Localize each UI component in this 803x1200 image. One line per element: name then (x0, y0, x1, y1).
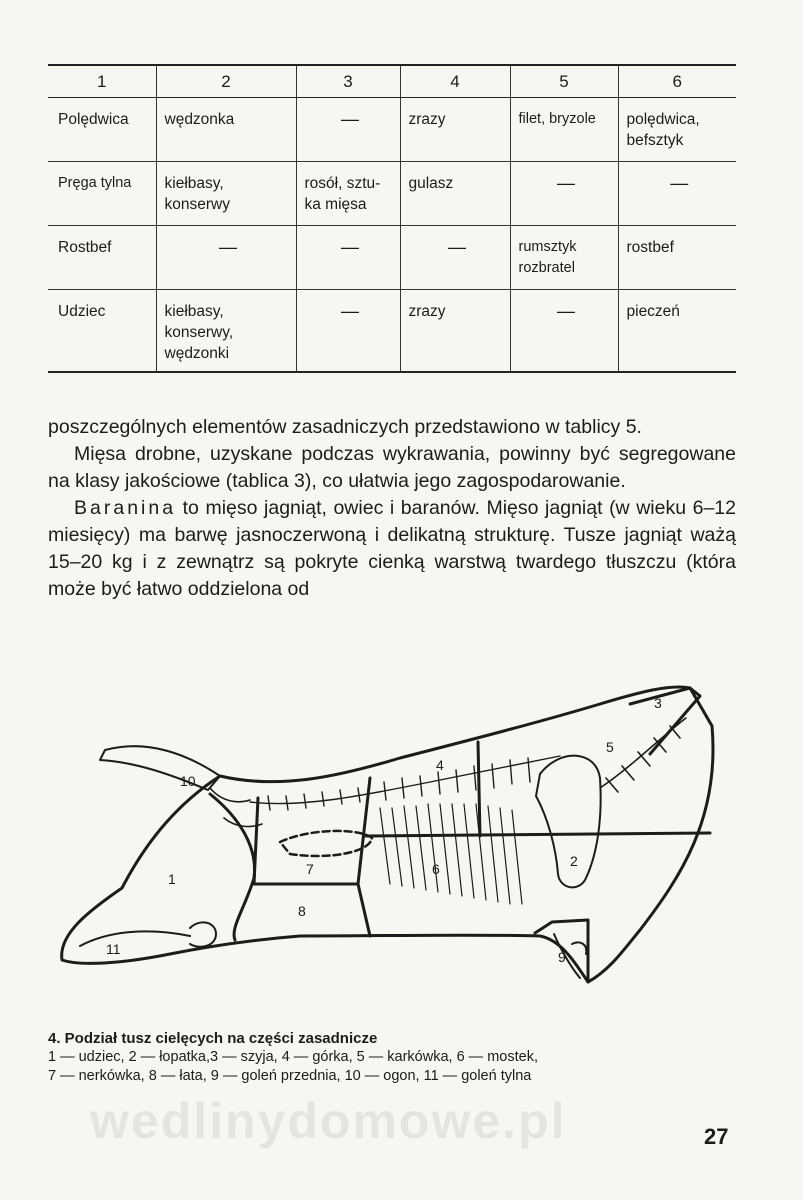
caption-line: 1 — udziec, 2 — łopatka,3 — szyja, 4 — górka, 5 — karkówka, 6 — mostek, (48, 1049, 538, 1065)
veal-carcass-diagram (40, 678, 740, 1023)
neck-vertebrae (600, 718, 686, 792)
table-row (48, 98, 736, 162)
page-number: 27 (704, 1124, 729, 1149)
table-row (48, 162, 736, 226)
table-cell: polędwica, befsztyk (618, 98, 736, 162)
paragraph: poszczególnych elementów zasadniczych przedstawiono w tablicy 5. (48, 416, 642, 438)
diagram-label: 8 (298, 903, 306, 919)
diagram-label: 10 (180, 773, 196, 789)
diagram-labels (106, 695, 662, 965)
term-baranina: Baranina (74, 497, 177, 519)
diagram-label: 2 (570, 853, 578, 869)
table-header-row (48, 65, 736, 98)
table-cell: Rostbef (48, 226, 156, 290)
diagram-label: 3 (654, 695, 662, 711)
table-cell: Polędwica (48, 98, 156, 162)
table-cell: rosół, sztu- ka mięsa (296, 162, 400, 226)
table-cell: kiełbasy, konserwy, wędzonki (156, 290, 296, 373)
table-header-cell: 2 (156, 65, 296, 98)
paragraph (48, 495, 736, 603)
section-line (254, 798, 258, 884)
section-line (630, 688, 700, 754)
table-cell: — (296, 290, 400, 373)
figure-caption (48, 1029, 748, 1086)
table-cell: — (296, 226, 400, 290)
table-cell: — (296, 98, 400, 162)
diagram-label: 11 (106, 941, 121, 957)
table-cell: — (156, 226, 296, 290)
section-line (210, 794, 255, 940)
diagram-label: 7 (306, 861, 314, 877)
table-header-cell: 1 (48, 65, 156, 98)
watermark: wedlinydomowe.pl (90, 1093, 567, 1149)
table-cell: kiełbasy, konserwy (156, 162, 296, 226)
hind-bone (80, 922, 216, 946)
table-cell: zrazy (400, 98, 510, 162)
table-row (48, 290, 736, 373)
table-cell: filet, bryzole (510, 98, 618, 162)
table-cell: pieczeń (618, 290, 736, 373)
table-cell: Udziec (48, 290, 156, 373)
table-header-cell: 6 (618, 65, 736, 98)
diagram-label: 5 (606, 739, 614, 755)
body-text (48, 414, 736, 603)
table-cell: — (618, 162, 736, 226)
table-cell: — (400, 226, 510, 290)
table-cell: — (510, 290, 618, 373)
table-cell: wędzonka (156, 98, 296, 162)
diagram-label: 6 (432, 861, 440, 877)
table-row (48, 226, 736, 290)
section-line (366, 833, 710, 836)
section-line (254, 884, 370, 936)
table-cell: rostbef (618, 226, 736, 290)
rib-hatching (380, 804, 522, 904)
caption-title: 4. Podział tusz cielęcych na części zasadnicze (48, 1030, 378, 1047)
table-cell: zrazy (400, 290, 510, 373)
table-header-cell: 3 (296, 65, 400, 98)
diagram-label: 1 (168, 871, 176, 887)
paragraph: Mięsa drobne, uzyskane podczas wykrawania, powinny być segregowane na klasy jakościowe (tablica 3), co ułatwia jego zagospodarowanie. (48, 443, 736, 492)
carcass-drawing (40, 678, 740, 1023)
table-cell: gulasz (400, 162, 510, 226)
kidney-outline (280, 831, 372, 856)
diagram-label: 9 (558, 949, 566, 965)
meat-usage-table (48, 64, 736, 373)
table-header-cell: 5 (510, 65, 618, 98)
table-cell: Pręga tylna (48, 162, 156, 226)
table-header-cell: 4 (400, 65, 510, 98)
tail-outline (100, 746, 220, 790)
table-cell: — (510, 162, 618, 226)
diagram-label: 4 (436, 757, 444, 773)
shoulder-outline (536, 756, 601, 888)
caption-line: 7 — nerkówka, 8 — łata, 9 — goleń przednia, 10 — ogon, 11 — goleń tylna (48, 1068, 532, 1084)
spine-vertebrae (250, 756, 560, 810)
table-cell: rumsztyk rozbratel (510, 226, 618, 290)
paragraph-text: to mięso jagniąt, owiec i baranów. Mięso jagniąt (w wieku 6–12 miesięcy) ma barwę jasnoczerwoną i delikatną strukturę. Tusze jagniąt ważą 15–20 kg i z zewnątrz są pokryte cienką warstwą twardego tłuszczu (która może być łatwo oddzielona od (48, 497, 736, 600)
